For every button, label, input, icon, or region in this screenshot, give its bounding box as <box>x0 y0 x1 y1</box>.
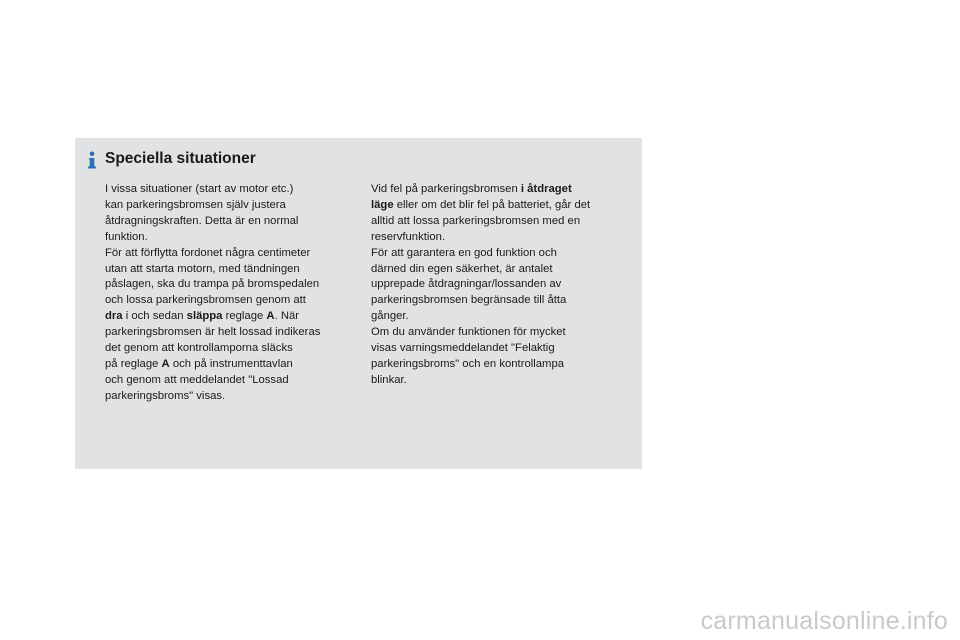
bold-term: i åtdraget <box>520 183 572 195</box>
bold-term: släppa <box>186 310 223 323</box>
left-column <box>105 182 355 405</box>
text-line: funktion. <box>105 230 148 243</box>
text-line: kan parkeringsbromsen själv justera <box>105 198 286 211</box>
text-line: och lossa parkeringsbromsen genom att <box>105 294 306 307</box>
text-line <box>105 309 355 325</box>
text-line: åtdragningskraften. Detta är en normal <box>105 214 299 227</box>
text-line: gånger. <box>371 310 409 323</box>
bold-term: läge <box>371 198 394 211</box>
bold-term: dra <box>105 310 123 323</box>
text-fragment: eller om det blir fel på batteriet, går det <box>393 198 591 211</box>
text-line <box>371 198 631 214</box>
section-heading: Speciella situationer <box>105 150 256 167</box>
text-line: utan att starta motorn, med tändningen <box>105 262 300 275</box>
text-line: blinkar. <box>371 373 407 386</box>
text-line: parkeringsbromsen är helt lossad indikeras <box>105 326 321 339</box>
text-line: det genom att kontrollamporna släcks <box>105 342 293 355</box>
right-column <box>371 182 631 389</box>
text-line: I vissa situationer (start av motor etc.) <box>105 183 294 195</box>
text-fragment: reglage <box>222 310 267 323</box>
text-line: påslagen, ska du trampa på bromspedalen <box>105 278 320 291</box>
info-icon <box>84 151 100 169</box>
text-line <box>105 357 355 373</box>
text-line: parkeringsbroms" och en kontrollampa <box>371 357 565 370</box>
text-fragment: . När <box>274 310 300 323</box>
text-fragment: på reglage <box>105 357 162 370</box>
text-fragment: Vid fel på parkeringsbromsen <box>371 183 521 195</box>
text-line: För att garantera en god funktion och <box>371 246 557 259</box>
text-line: reservfunktion. <box>371 230 446 243</box>
text-line <box>371 182 631 198</box>
text-line: parkeringsbromsen begränsade till åtta <box>371 294 567 307</box>
text-line: upprepade åtdragningar/lossanden av <box>371 278 562 291</box>
text-line: Om du använder funktionen för mycket <box>371 326 566 339</box>
control-label: A <box>161 357 170 370</box>
text-line: visas varningsmeddelandet "Felaktig <box>371 342 555 355</box>
text-fragment: i och sedan <box>122 310 187 323</box>
watermark-text: carmanualsonline.info <box>700 607 948 635</box>
text-fragment: och på instrumenttavlan <box>169 357 293 370</box>
text-line: och genom att meddelandet "Lossad <box>105 373 289 386</box>
text-line: För att förflytta fordonet några centimeter <box>105 246 311 259</box>
text-line: alltid att lossa parkeringsbromsen med en <box>371 214 581 227</box>
control-label: A <box>266 310 275 323</box>
text-line: därned din egen säkerhet, är antalet <box>371 262 553 275</box>
text-line: parkeringsbroms" visas. <box>105 389 226 402</box>
